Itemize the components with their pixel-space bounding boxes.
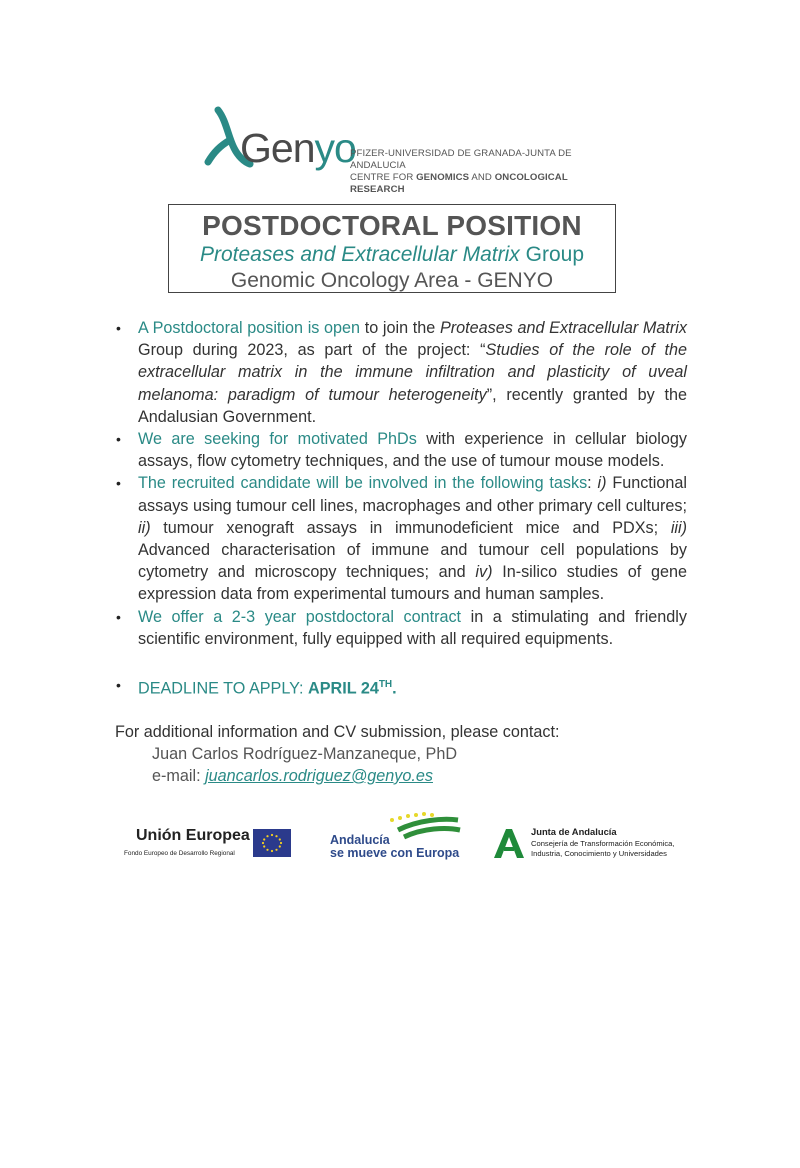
eu-title: Unión Europea [136, 827, 250, 844]
andalucia-text: Andalucía se mueve con Europa [330, 833, 460, 860]
genyo-subtitle-line1: PFIZER-UNIVERSIDAD DE GRANADA-JUNTA DE ANDALUCIA [350, 148, 572, 171]
genyo-subtitle-line2: CENTRE FOR GENOMICS AND ONCOLOGICAL RESEARCH [350, 172, 568, 195]
contact-email-row: e-mail: juancarlos.rodriguez@genyo.es [152, 767, 433, 785]
page-title: POSTDOCTORAL POSITION [202, 210, 582, 241]
deadline: • DEADLINE TO APPLY: APRIL 24TH. [112, 674, 687, 699]
genyo-logo [204, 106, 604, 195]
list-item-tasks: • The recruited candidate will be involved in the following tasks: i) Functional assays using tumour cell lines, macrophages and other primary cell cultures; ii) tumour xenograft assays in immunodeficient mice and PDXs; iii) Advanced characterisation of immune and tumour cell populations by cytometry and microscopy techniques; and iv) In-silico studies of gene expression data from experimental tumours and human samples. [116, 474, 688, 604]
junta-andalucia-logo [492, 825, 692, 861]
junta-title: Junta de Andalucía [531, 826, 617, 837]
genyo-subtitle [350, 148, 604, 196]
contact-name: Juan Carlos Rodríguez-Manzaneque, PhD [152, 745, 458, 763]
eu-flag-icon [253, 829, 291, 857]
contact-email-link[interactable]: juancarlos.rodriguez@genyo.es [205, 767, 433, 785]
contact-intro: For additional information and CV submission, please contact: [115, 723, 560, 741]
bullet-icon: • [116, 608, 121, 625]
eu-logo [122, 826, 294, 862]
bullet-icon: • [116, 431, 121, 448]
contact-section [115, 721, 560, 787]
title-box [168, 204, 616, 293]
andalucia-europa-logo [328, 810, 462, 864]
group-name: Proteases and Extracellular Matrix Group [199, 243, 584, 266]
genyo-wordmark: Genyo [240, 125, 356, 171]
junta-a-icon [492, 827, 526, 859]
bullet-icon: • [116, 475, 121, 492]
bullet-icon: • [116, 677, 121, 693]
position-details-list [112, 317, 687, 650]
bullet-icon: • [116, 320, 121, 336]
area-name: Genomic Oncology Area - GENYO [230, 269, 554, 292]
list-item-position: • A Postdoctoral position is open to join the Proteases and Extracellular Matrix Group during 2023, as part of the project: “Studies of the role of the extracellular matrix in the immune infiltration and plasticity of uveal melanoma: paradigm of tumour heterogeneity”, recently granted by the Andalusian Government. [116, 319, 687, 426]
list-item-requirements: • We are seeking for motivated PhDs with experience in cellular biology assays, flow cytometry techniques, and the use of tumour mouse models. [116, 430, 687, 471]
junta-subtitle: Consejería de Transformación Económica, Industria, Conocimiento y Universidades [531, 839, 675, 858]
eu-subtitle: Fondo Europeo de Desarrollo Regional [124, 850, 235, 857]
list-item-offer: • We offer a 2-3 year postdoctoral contract in a stimulating and friendly scientific environment, fully equipped with all required equipments. [116, 607, 687, 648]
